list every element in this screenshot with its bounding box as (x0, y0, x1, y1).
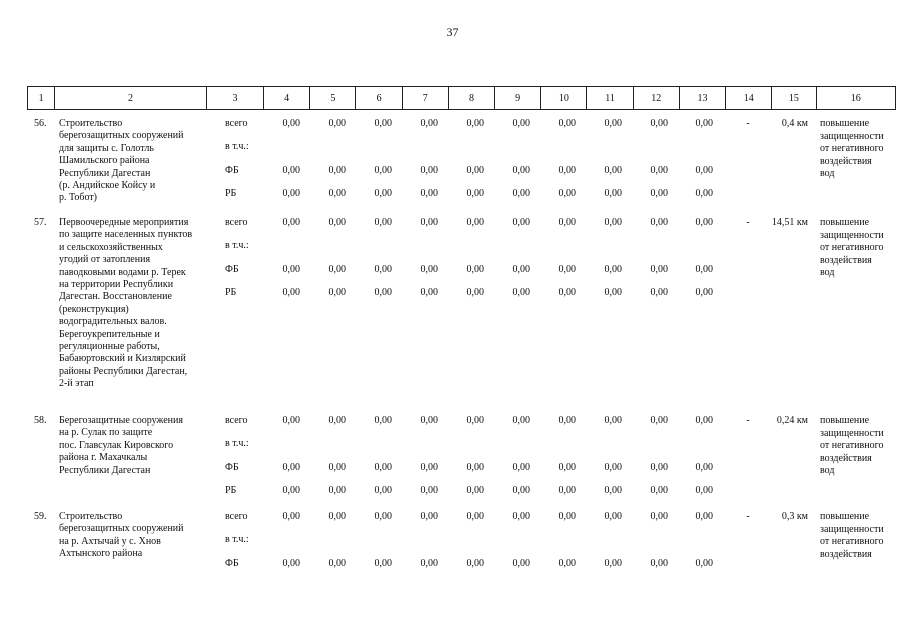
amount-cell: 0,00 (328, 558, 346, 569)
amount-cell: 0,00 (420, 485, 438, 496)
amount-cell: 0,00 (695, 415, 713, 426)
amount-cell: 0,00 (328, 485, 346, 496)
amount-cell: 0,00 (466, 165, 484, 176)
amount-cell: 0,00 (604, 558, 622, 569)
funding-source-label: в т.ч.: (225, 141, 249, 152)
amount-cell: 0,00 (650, 217, 668, 228)
amount-cell: 0,00 (558, 188, 576, 199)
col14-value: - (746, 217, 750, 228)
amount-cell: 0,00 (558, 217, 576, 228)
row-number: 59. (34, 511, 47, 522)
expected-result-line: от негативного (820, 440, 884, 451)
amount-cell: 0,00 (328, 188, 346, 199)
amount-cell: 0,00 (420, 165, 438, 176)
amount-cell: 0,00 (282, 287, 300, 298)
amount-cell: 0,00 (512, 188, 530, 199)
amount-cell: 0,00 (328, 415, 346, 426)
amount-cell: 0,00 (282, 264, 300, 275)
amount-cell: 0,00 (466, 118, 484, 129)
length-value: 14,51 км (771, 217, 808, 228)
header-cell: 2 (55, 87, 207, 110)
measure-name-line: р. Тобот) (59, 192, 98, 204)
amount-cell: 0,00 (374, 558, 392, 569)
amount-cell: 0,00 (328, 462, 346, 473)
amount-cell: 0,00 (466, 264, 484, 275)
amount-cell: 0,00 (512, 217, 530, 228)
funding-source-label: РБ (225, 188, 237, 199)
expected-result-line: от негативного (820, 536, 884, 547)
expected-result (820, 415, 884, 478)
amount-cell: 0,00 (650, 462, 668, 473)
amount-cell: 0,00 (512, 165, 530, 176)
expected-result-line: вод (820, 465, 835, 476)
amount-cell: 0,00 (512, 118, 530, 129)
amount-cell: 0,00 (604, 511, 622, 522)
amount-cell: 0,00 (695, 558, 713, 569)
amount-cell: 0,00 (604, 217, 622, 228)
amount-cell: 0,00 (374, 264, 392, 275)
length-value: 0,3 км (781, 511, 808, 522)
measure-name-line: для защиты с. Голотль (59, 142, 154, 154)
amount-cell: 0,00 (650, 558, 668, 569)
amount-cell: 0,00 (328, 118, 346, 129)
funding-source-label: всего (225, 217, 248, 228)
amount-cell: 0,00 (604, 415, 622, 426)
amount-cell: 0,00 (695, 287, 713, 298)
expected-result (820, 118, 884, 181)
expected-result-line: воздействия (820, 548, 872, 560)
funding-source-label: в т.ч.: (225, 534, 249, 545)
amount-cell: 0,00 (512, 558, 530, 569)
length-value: 0,4 км (781, 118, 808, 129)
measure-name-line: Берегозащитные сооружения (59, 415, 183, 426)
measure-name-line: и сельскохозяйственных (59, 241, 163, 253)
expected-result (820, 511, 884, 561)
header-cell: 14 (726, 87, 772, 110)
amount-cell: 0,00 (282, 118, 300, 129)
funding-source-label: ФБ (225, 264, 239, 275)
amount-cell: 0,00 (650, 165, 668, 176)
amount-cell: 0,00 (650, 264, 668, 275)
header-cell: 6 (356, 87, 402, 110)
funding-source-label: в т.ч.: (225, 240, 249, 251)
col14-value: - (746, 118, 750, 129)
amount-cell: 0,00 (650, 287, 668, 298)
measure-name-line: Бабаюртовский и Кизлярский (59, 353, 186, 365)
amount-cell: 0,00 (604, 118, 622, 129)
measure-name-line: паводковыми водами р. Терек (59, 266, 186, 278)
table-header (27, 86, 896, 110)
funding-source-label: ФБ (225, 558, 239, 569)
header-cell: 8 (448, 87, 494, 110)
header-cell: 4 (264, 87, 310, 110)
amount-cell: 0,00 (282, 188, 300, 199)
amount-cell: 0,00 (282, 462, 300, 473)
expected-result-line: повышение (820, 415, 870, 426)
amount-cell: 0,00 (282, 415, 300, 426)
amount-cell: 0,00 (650, 118, 668, 129)
length-value: 0,24 км (776, 415, 808, 426)
amount-cell: 0,00 (558, 511, 576, 522)
expected-result-line: воздействия (820, 452, 872, 464)
measure-name-line: на р. Сулак по защите (59, 427, 153, 439)
funding-source-label: РБ (225, 485, 237, 496)
amount-cell: 0,00 (420, 558, 438, 569)
amount-cell: 0,00 (604, 462, 622, 473)
amount-cell: 0,00 (374, 287, 392, 298)
measure-name-line: берегозащитных сооружений (59, 523, 184, 535)
amount-cell: 0,00 (420, 118, 438, 129)
amount-cell: 0,00 (695, 264, 713, 275)
measure-name-line: Строительство (59, 118, 123, 129)
amount-cell: 0,00 (466, 217, 484, 228)
amount-cell: 0,00 (558, 415, 576, 426)
amount-cell: 0,00 (466, 188, 484, 199)
amount-cell: 0,00 (512, 511, 530, 522)
expected-result-line: воздействия (820, 254, 872, 266)
amount-cell: 0,00 (466, 462, 484, 473)
amount-cell: 0,00 (420, 264, 438, 275)
header-cell: 12 (633, 87, 679, 110)
amount-cell: 0,00 (282, 485, 300, 496)
amount-cell: 0,00 (695, 511, 713, 522)
expected-result-line: вод (820, 267, 835, 278)
measure-name (59, 217, 209, 391)
measure-name (59, 118, 209, 205)
measure-name-line: 2-й этап (59, 378, 94, 390)
expected-result (820, 217, 884, 280)
header-cell: 13 (679, 87, 725, 110)
amount-cell: 0,00 (558, 118, 576, 129)
funding-source-label: ФБ (225, 165, 239, 176)
amount-cell: 0,00 (512, 462, 530, 473)
measure-name-line: на р. Ахтычай у с. Хнов (59, 535, 161, 547)
measure-name-line: Республики Дагестан (59, 167, 151, 179)
amount-cell: 0,00 (420, 415, 438, 426)
amount-cell: 0,00 (512, 485, 530, 496)
measure-name-line: Берегоукрепительные и (59, 328, 160, 340)
col14-value: - (746, 415, 750, 426)
amount-cell: 0,00 (512, 264, 530, 275)
header-cell: 5 (310, 87, 356, 110)
funding-source-label: РБ (225, 287, 237, 298)
measure-name-line: района г. Махачкалы (59, 452, 148, 464)
page-number: 37 (446, 25, 459, 39)
amount-cell: 0,00 (328, 217, 346, 228)
amount-cell: 0,00 (328, 264, 346, 275)
measure-name-line: Дагестан. Восстановление (59, 291, 172, 303)
expected-result-line: повышение (820, 118, 870, 129)
measure-name-line: пос. Главсулак Кировского (59, 439, 174, 451)
amount-cell: 0,00 (558, 462, 576, 473)
measure-name-line: Республики Дагестан (59, 464, 151, 476)
amount-cell: 0,00 (695, 188, 713, 199)
amount-cell: 0,00 (695, 165, 713, 176)
amount-cell: 0,00 (604, 188, 622, 199)
measure-name (59, 511, 209, 561)
amount-cell: 0,00 (558, 485, 576, 496)
expected-result-line: повышение (820, 511, 870, 522)
expected-result-line: защищенности (820, 130, 884, 142)
amount-cell: 0,00 (374, 485, 392, 496)
amount-cell: 0,00 (650, 511, 668, 522)
amount-cell: 0,00 (512, 287, 530, 298)
col14-value: - (746, 511, 750, 522)
amount-cell: 0,00 (695, 217, 713, 228)
amount-cell: 0,00 (558, 264, 576, 275)
header-cell: 7 (402, 87, 448, 110)
amount-cell: 0,00 (650, 188, 668, 199)
amount-cell: 0,00 (695, 485, 713, 496)
amount-cell: 0,00 (466, 485, 484, 496)
amount-cell: 0,00 (466, 558, 484, 569)
header-cell: 11 (587, 87, 633, 110)
header-cell: 16 (816, 87, 896, 110)
amount-cell: 0,00 (650, 485, 668, 496)
expected-result-line: от негативного (820, 242, 884, 253)
header-cell: 3 (206, 87, 263, 110)
funding-source-label: всего (225, 118, 248, 129)
row-number: 57. (34, 217, 47, 228)
amount-cell: 0,00 (512, 415, 530, 426)
funding-source-label: всего (225, 511, 248, 522)
measure-name-line: Первоочередные мероприятия (59, 217, 189, 228)
amount-cell: 0,00 (466, 287, 484, 298)
measure-name (59, 415, 209, 477)
amount-cell: 0,00 (695, 462, 713, 473)
measure-name-line: берегозащитных сооружений (59, 130, 184, 142)
header-cell: 15 (772, 87, 816, 110)
amount-cell: 0,00 (558, 287, 576, 298)
amount-cell: 0,00 (374, 118, 392, 129)
amount-cell: 0,00 (650, 415, 668, 426)
amount-cell: 0,00 (604, 264, 622, 275)
amount-cell: 0,00 (420, 188, 438, 199)
amount-cell: 0,00 (420, 287, 438, 298)
amount-cell: 0,00 (374, 217, 392, 228)
measure-name-line: по защите населенных пунктов (59, 229, 193, 241)
row-number: 58. (34, 415, 47, 426)
amount-cell: 0,00 (282, 511, 300, 522)
funding-source-label: всего (225, 415, 248, 426)
measure-name-line: угодий от затопления (59, 254, 151, 266)
amount-cell: 0,00 (282, 558, 300, 569)
row-number: 56. (34, 118, 47, 129)
amount-cell: 0,00 (604, 485, 622, 496)
measure-name-line: водоградительных валов. (59, 316, 167, 328)
amount-cell: 0,00 (328, 287, 346, 298)
amount-cell: 0,00 (604, 165, 622, 176)
amount-cell: 0,00 (466, 511, 484, 522)
header-cell: 1 (28, 87, 55, 110)
header-cell: 10 (541, 87, 587, 110)
amount-cell: 0,00 (604, 287, 622, 298)
amount-cell: 0,00 (328, 511, 346, 522)
amount-cell: 0,00 (374, 188, 392, 199)
amount-cell: 0,00 (420, 217, 438, 228)
funding-source-label: ФБ (225, 462, 239, 473)
measure-name-line: регуляционные работы, (59, 341, 160, 353)
measure-name-line: на территории Республики (59, 279, 174, 291)
expected-result-line: от негативного (820, 143, 884, 154)
amount-cell: 0,00 (374, 462, 392, 473)
amount-cell: 0,00 (374, 165, 392, 176)
expected-result-line: защищенности (820, 229, 884, 241)
amount-cell: 0,00 (695, 118, 713, 129)
amount-cell: 0,00 (374, 415, 392, 426)
measure-name-line: (реконструкция) (59, 303, 129, 315)
expected-result-line: защищенности (820, 523, 884, 535)
expected-result-line: повышение (820, 217, 870, 228)
amount-cell: 0,00 (420, 462, 438, 473)
header-cell: 9 (495, 87, 541, 110)
amount-cell: 0,00 (282, 217, 300, 228)
amount-cell: 0,00 (558, 558, 576, 569)
expected-result-line: воздействия (820, 155, 872, 167)
measure-name-line: Ахтынского района (59, 548, 143, 560)
amount-cell: 0,00 (466, 415, 484, 426)
funding-source-label: в т.ч.: (225, 438, 249, 449)
amount-cell: 0,00 (374, 511, 392, 522)
expected-result-line: вод (820, 168, 835, 179)
amount-cell: 0,00 (282, 165, 300, 176)
measure-name-line: районы Республики Дагестан, (59, 365, 188, 377)
expected-result-line: защищенности (820, 427, 884, 439)
measure-name-line: Шамильского района (59, 155, 150, 167)
amount-cell: 0,00 (420, 511, 438, 522)
measure-name-line: Строительство (59, 511, 123, 522)
amount-cell: 0,00 (558, 165, 576, 176)
measure-name-line: (р. Андийское Койсу и (59, 180, 156, 192)
amount-cell: 0,00 (328, 165, 346, 176)
